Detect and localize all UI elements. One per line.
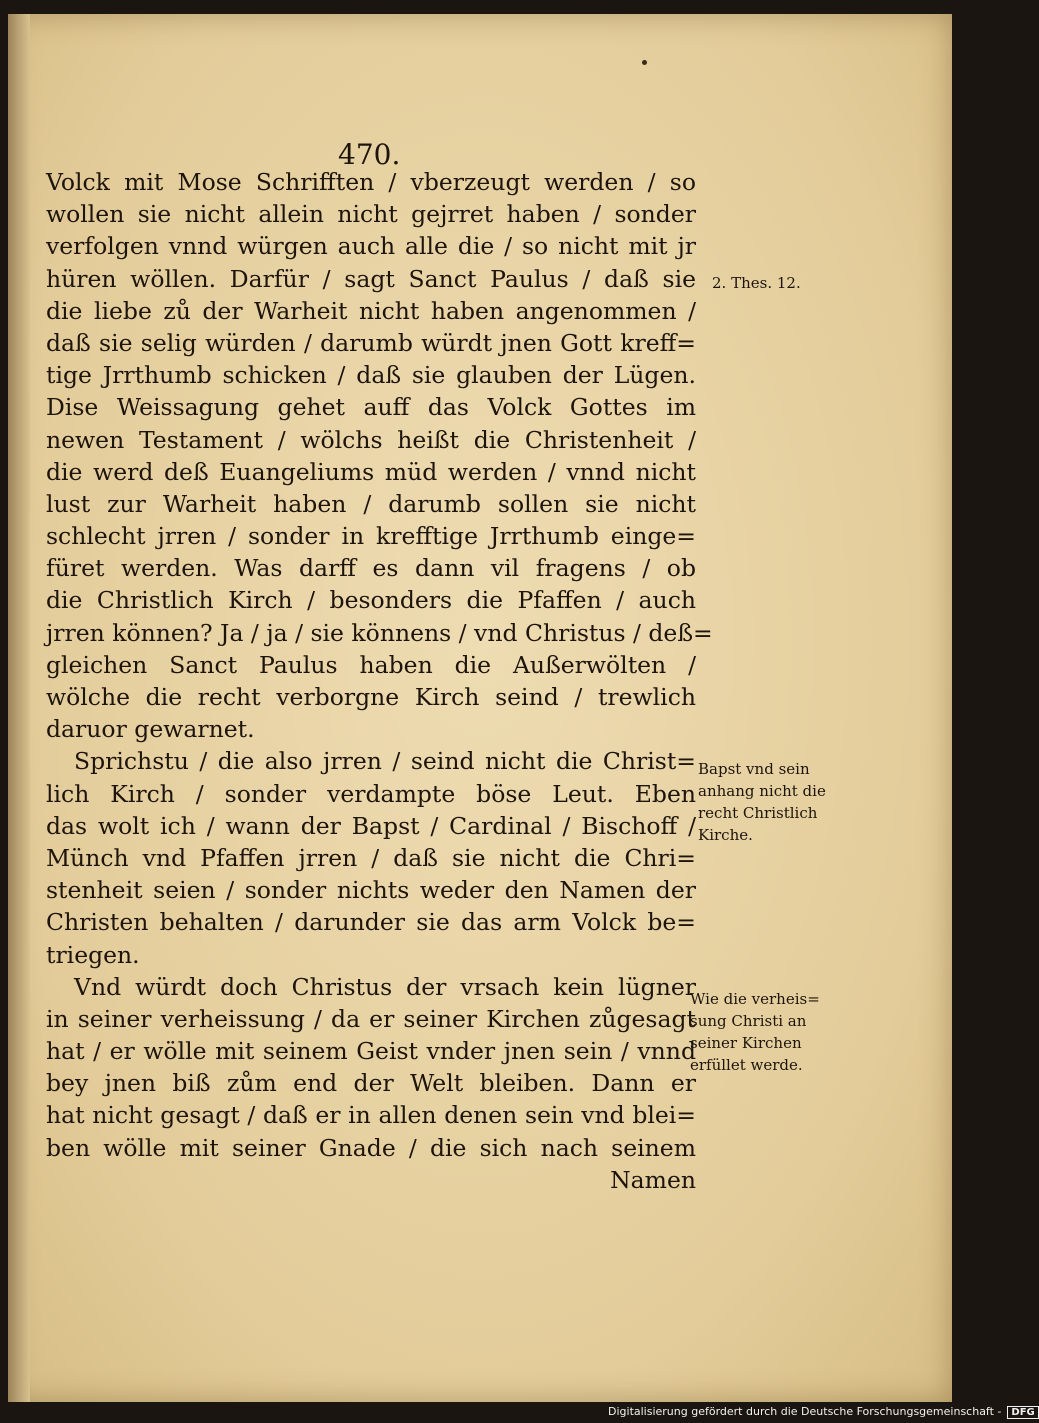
- page-gutter-shadow: [8, 14, 30, 1402]
- margin-note-line: Wie die verheis=: [690, 990, 820, 1008]
- text-line: wollen sie nicht allein nicht gejrret haben / sonder: [46, 200, 696, 229]
- text-line: Sprichstu / die also jrren / seind nicht die Christ=: [74, 747, 696, 776]
- margin-note-line: erfüllet werde.: [690, 1056, 803, 1074]
- text-line: wölche die recht verborgne Kirch seind / trewlich: [46, 683, 696, 711]
- text-line: daruor gewarnet.: [46, 715, 255, 744]
- ink-speck: [642, 60, 647, 65]
- text-line: lich Kirch / sonder verdampte böse Leut. Eben: [46, 779, 696, 808]
- page-number: 470.: [338, 138, 401, 171]
- text-line: daß sie selig würden / darumb würdt jnen Gott kreff=: [46, 328, 696, 357]
- catchword: Namen: [610, 1165, 696, 1194]
- text-line: hat / er wölle mit seinem Geist vnder jnen sein / vnnd: [46, 1037, 696, 1066]
- text-line: in seiner verheissung / da er seiner Kirchen zůgesagt: [46, 1004, 696, 1033]
- margin-note-line: recht Christlich: [698, 804, 818, 822]
- text-line: hat nicht gesagt / daß er in allen denen sein vnd blei=: [46, 1101, 696, 1130]
- funding-footer: [608, 1405, 1039, 1419]
- text-line: bey jnen biß zům end der Welt bleiben. Dann er: [46, 1069, 696, 1098]
- margin-note-line: 2. Thes. 12.: [712, 274, 801, 292]
- text-line: gleichen Sanct Paulus haben die Außerwölten /: [46, 650, 696, 679]
- margin-note-reference: [712, 272, 801, 294]
- text-line: Münch vnd Pfaffen jrren / daß sie nicht die Chri=: [46, 843, 696, 872]
- dfg-logo: DFG: [1007, 1406, 1038, 1419]
- text-line: newen Testament / wölchs heißt die Christenheit /: [46, 425, 696, 454]
- margin-note-line: seiner Kirchen: [690, 1034, 802, 1052]
- text-line: Vnd würdt doch Christus der vrsach kein lügner: [74, 972, 696, 1001]
- text-line: lust zur Warheit haben / darumb sollen sie nicht: [46, 489, 696, 518]
- footer-text: Digitalisierung gefördert durch die Deutsche Forschungsgemeinschaft -: [608, 1405, 1002, 1418]
- text-line: ben wölle mit seiner Gnade / die sich nach seinem: [46, 1133, 696, 1162]
- text-line: verfolgen vnnd würgen auch alle die / so nicht mit jr: [46, 232, 696, 261]
- text-line: die werd deß Euangeliums müd werden / vnnd nicht: [46, 457, 696, 486]
- text-line: Dise Weissagung gehet auff das Volck Gottes im: [46, 393, 696, 422]
- margin-note-verheissung: [690, 988, 820, 1076]
- margin-note-line: Bapst vnd sein: [698, 760, 810, 778]
- margin-note-line: sung Christi an: [690, 1012, 807, 1030]
- text-line: schlecht jrren / sonder in krefftige Jrrthumb einge=: [46, 522, 696, 551]
- text-line: tige Jrrthumb schicken / daß sie glauben der Lügen.: [46, 361, 696, 390]
- margin-note-line: anhang nicht die: [698, 782, 826, 800]
- text-line: jrren können? Ja / ja / sie könnens / vnd Christus / deß=: [46, 618, 713, 647]
- text-line: hüren wöllen. Darfür / sagt Sanct Paulus / daß sie: [46, 264, 696, 293]
- text-line: die Christlich Kirch / besonders die Pfaffen / auch: [46, 586, 696, 615]
- text-line: Volck mit Mose Schrifften / vberzeugt werden / so: [46, 168, 696, 196]
- text-line: die liebe zů der Warheit nicht haben angenommen /: [46, 296, 696, 325]
- text-line: triegen.: [46, 940, 140, 969]
- margin-note-line: Kirche.: [698, 826, 753, 844]
- text-line: stenheit seien / sonder nichts weder den Namen der: [46, 876, 696, 905]
- text-line: Christen behalten / darunder sie das arm Volck be=: [46, 908, 696, 937]
- margin-note-bapst: [698, 758, 826, 846]
- text-line: das wolt ich / wann der Bapst / Cardinal / Bischoff /: [46, 811, 696, 840]
- text-line: füret werden. Was darff es dann vil fragens / ob: [46, 554, 696, 583]
- main-text-block: [46, 166, 713, 1196]
